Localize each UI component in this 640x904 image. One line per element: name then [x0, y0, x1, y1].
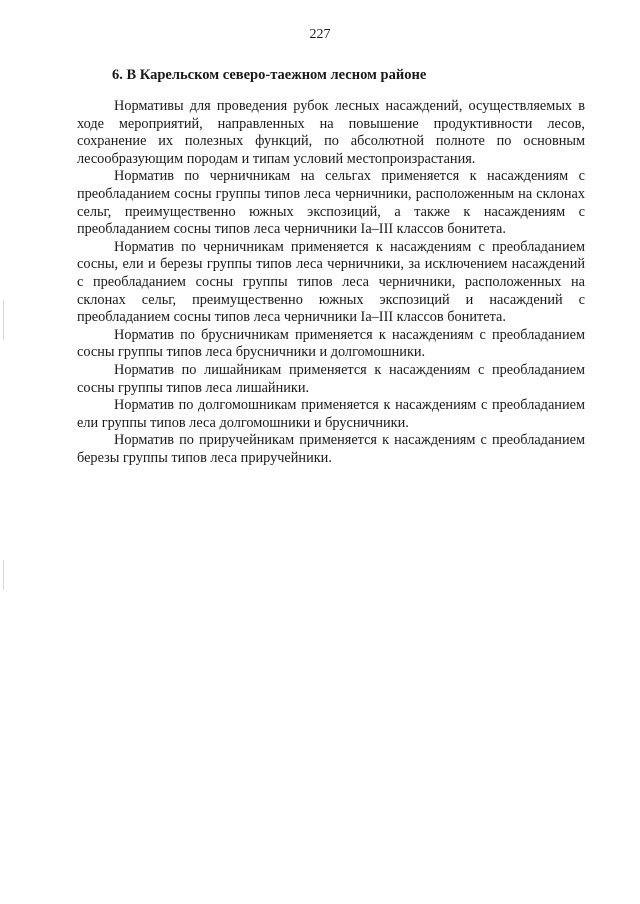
paragraph-chernichniki-selgi: Норматив по черничникам на сельгах применяется к насаждениям с преобладанием сосны группы типов леса черничники, расположенным на склонах сельг, преимущественно южных экспозиций, а также к насаждениям с преобладанием сосны типов леса черничники Ia–III классов бонитета.	[77, 168, 585, 238]
paragraph-lishainiki: Норматив по лишайникам применяется к насаждениям с преобладанием сосны группы типов леса лишайники.	[77, 361, 585, 396]
paragraph-chernichniki: Норматив по черничникам применяется к насаждениям с преобладанием сосны, ели и березы группы типов леса черничники, за исключением насаждений с преобладанием сосны группы типов леса черничники, расположенных на склонах сельг, преимущественно южных экспозиций и насаждений с преобладанием сосны типов леса черничники Ia–III классов бонитета.	[77, 238, 585, 326]
paragraph-dolgomoshniki: Норматив по долгомошникам применяется к насаждениям с преобладанием ели группы типов леса долгомошники и брусничники.	[77, 397, 585, 431]
page-number: 227	[309, 27, 331, 42]
paragraph-brusnichniki: Норматив по брусничникам применяется к насаждениям с преобладанием сосны группы типов леса брусничники и долгомошники.	[77, 326, 585, 361]
paragraph-priruchejniki: Норматив по приручейникам применяется к насаждениям с преобладанием березы группы типов леса приручейники.	[77, 432, 585, 466]
paragraph-intro: Нормативы для проведения рубок лесных насаждений, осуществляемых в ходе мероприятий, направленных на повышение продуктивности лесов, сохранение их полезных функций, по абсолютной полноте по основным лесообразующим породам и типам условий местопроизрастания.	[77, 98, 585, 167]
scan-edge-mark	[3, 560, 4, 590]
section-body	[77, 98, 585, 467]
scan-edge-mark	[3, 300, 4, 340]
section-heading: 6. В Карельском северо-таежном лесном районе	[112, 67, 427, 83]
